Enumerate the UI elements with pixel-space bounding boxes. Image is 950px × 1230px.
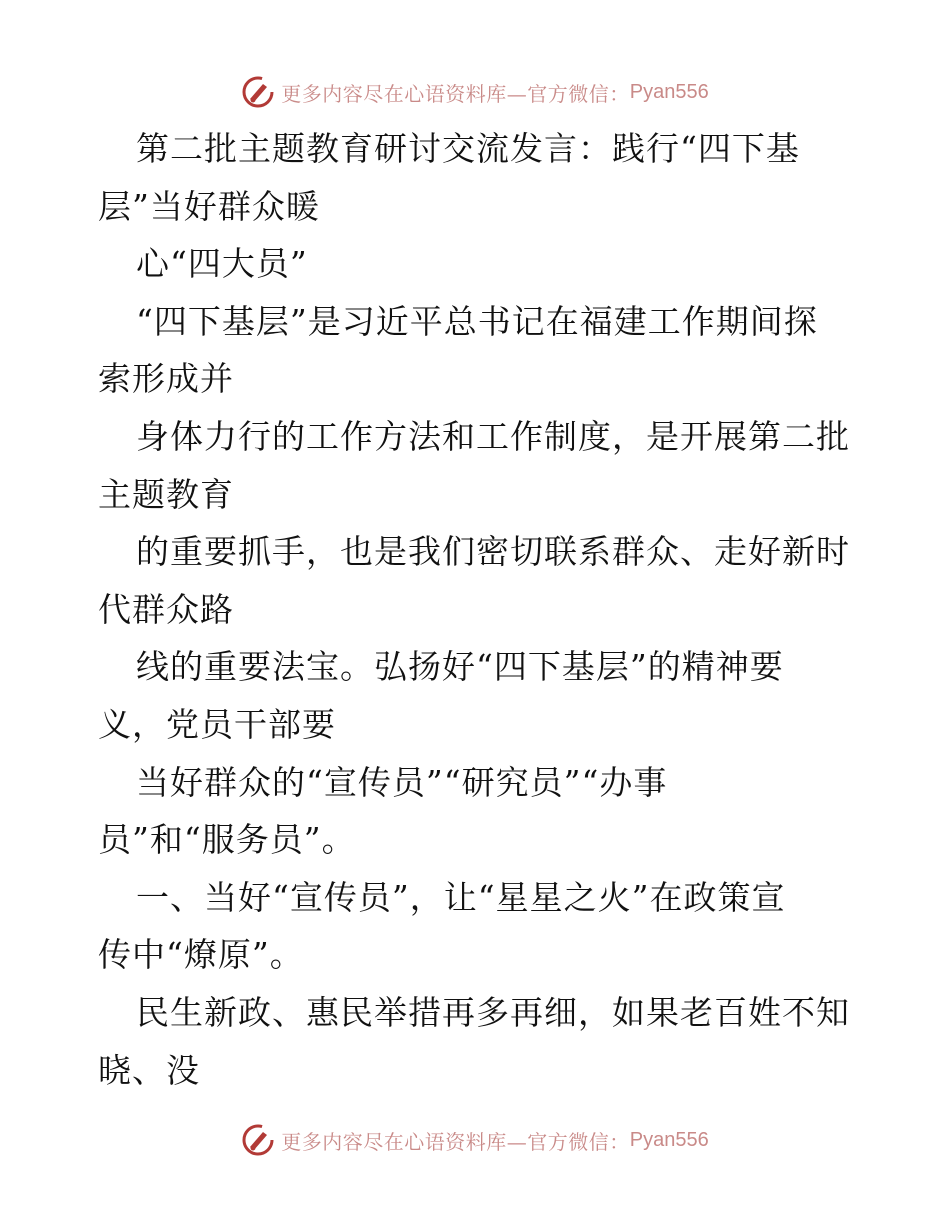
- text-line: 传中“燎原”。: [98, 935, 304, 975]
- text-line: 层”当好群众暖: [98, 186, 320, 226]
- text-line: 义，党员干部要: [98, 704, 336, 744]
- text-line: 第二批主题教育研讨交流发言：践行“四下基: [136, 129, 800, 168]
- text-line: 心“四大员”: [136, 244, 308, 284]
- text-line: 民生新政、惠民举措再多再细，如果老百姓不知: [136, 992, 850, 1032]
- brush-logo-icon: [241, 75, 275, 109]
- text-line: 索形成并: [98, 359, 234, 399]
- brush-logo-icon: [241, 1123, 275, 1157]
- text-line: 身体力行的工作方法和工作制度，是开展第二批: [136, 416, 850, 456]
- text-line: 晓、没: [98, 1050, 200, 1090]
- footer-watermark: [0, 1120, 950, 1160]
- watermark-wechat-id: Pyan556: [629, 1128, 709, 1151]
- text-line: “四下基层”是习近平总书记在福建工作期间探: [136, 301, 818, 341]
- header-watermark: [0, 72, 950, 112]
- text-line: 当好群众的“宣传员”“研究员”“办事: [136, 762, 668, 802]
- text-line: 员”和“服务员”。: [98, 820, 356, 860]
- watermark-text: 更多内容尽在心语资料库—官方微信：: [281, 81, 630, 106]
- text-line: 一、当好“宣传员”，让“星星之火”在政策宣: [136, 877, 786, 917]
- text-line: 线的重要法宝。弘扬好“四下基层”的精神要: [136, 647, 784, 687]
- watermark-text: 更多内容尽在心语资料库—官方微信：: [281, 1129, 630, 1154]
- text-line: 主题教育: [98, 474, 234, 514]
- watermark-wechat-id: Pyan556: [629, 80, 709, 103]
- text-line: 的重要抓手，也是我们密切联系群众、走好新时: [136, 532, 850, 572]
- text-line: 代群众路: [98, 589, 234, 629]
- document-body: [98, 120, 858, 1099]
